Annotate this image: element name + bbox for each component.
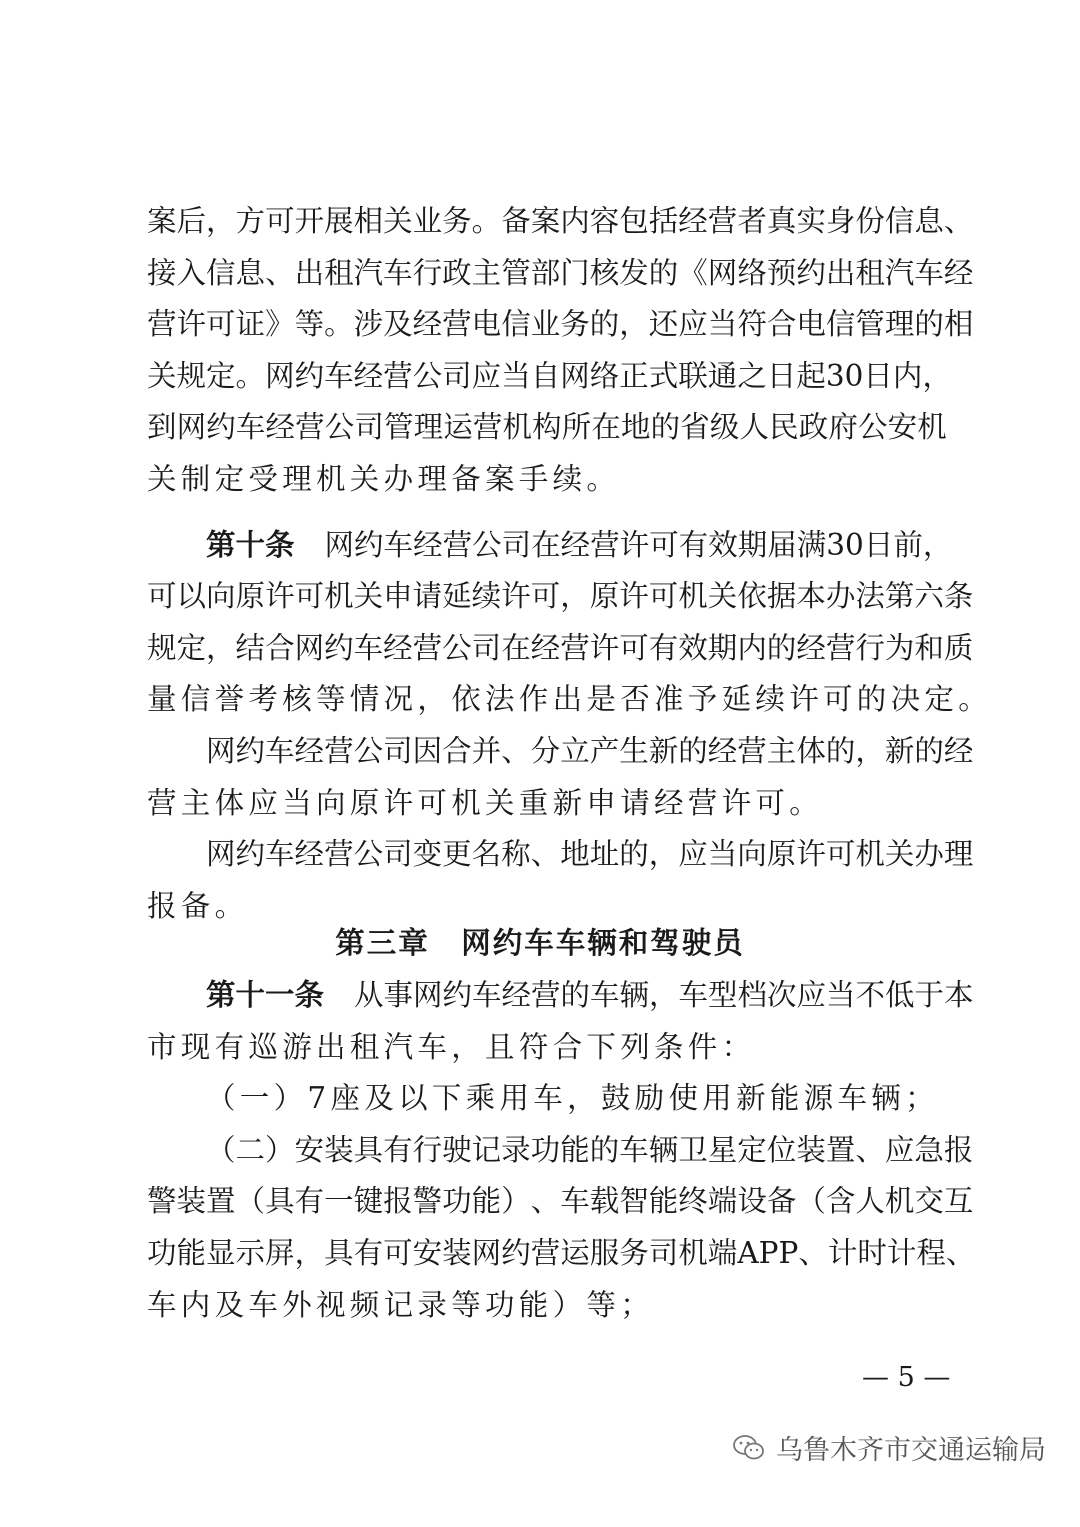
text-line: 网 约 车 经 营 公 司 因 合 并 、 分 立 产 生 新 的 经 营 主 体 的 ， 新 的 经 bbox=[206, 733, 974, 768]
text-line: （一）7座及以下乘用车，鼓励使用新能源车辆； bbox=[206, 1081, 939, 1116]
text-line: （ 二 ） 安 装 具 有 行 驶 记 录 功 能 的 车 辆 卫 星 定 位 装 置 、 应 急 报 bbox=[206, 1132, 974, 1167]
text-line: 规 定 ， 结 合 网 约 车 经 营 公 司 在 经 营 许 可 有 效 期 内 的 经 营 行 为 和 质 bbox=[147, 630, 974, 665]
page-number: — 5 — bbox=[862, 1362, 951, 1393]
text-line: 营主体应当向原许可机关重新申请经营许可。 bbox=[147, 785, 824, 820]
text-line: 关制定受理机关办理备案手续。 bbox=[147, 461, 621, 496]
text-line: 关 规 定 。 网 约 车 经 营 公 司 应 当 自 网 络 正 式 联 通 之 日 起 30 日 内 ， bbox=[147, 358, 952, 393]
chapter-heading: 第三章 网约车车辆和驾驶员 bbox=[335, 926, 745, 960]
text-line: 营 许 可 证 》 等 。 涉 及 经 营 电 信 业 务 的 ， 还 应 当 符 合 电 信 管 理 的 相 bbox=[147, 307, 974, 342]
watermark-text: 乌鲁木齐市交通运输局 bbox=[776, 1435, 1046, 1466]
text-line: 报备。 bbox=[147, 888, 249, 923]
body-text-2 bbox=[147, 970, 976, 1331]
article-11-line bbox=[147, 970, 974, 1022]
text-line: 量信誉考核等情况，依法作出是否准予延续许可的决定。 bbox=[147, 682, 993, 717]
body-text bbox=[147, 196, 993, 932]
article-11-label: 第十一条 bbox=[206, 978, 325, 1012]
wechat-icon bbox=[732, 1433, 766, 1463]
text-line: 车内及车外视频记录等功能）等； bbox=[147, 1287, 655, 1322]
article-10-label: 第十条 bbox=[206, 527, 295, 562]
text-line: 市现有巡游出租汽车，且符合下列条件： bbox=[147, 1029, 756, 1064]
text-line: 到 网 约 车 经 营 公 司 管 理 运 营 机 构 所 在 地 的 省 级 人 民 政 府 公 安 机 bbox=[147, 410, 947, 445]
text-line: 可 以 向 原 许 可 机 关 申 请 延 续 许 可 ， 原 许 可 机 关 依 据 本 办 法 第 六 条 bbox=[147, 579, 974, 614]
watermark bbox=[732, 1428, 1046, 1467]
article-10-text: 网 约 车 经 营 公 司 在 经 营 许 可 有 效 期 届 满 30 日 前 ， bbox=[324, 527, 953, 562]
text-line: 案 后 ， 方 可 开 展 相 关 业 务 。 备 案 内 容 包 括 经 营 者 真 实 身 份 信 息 、 bbox=[147, 204, 974, 238]
text-line: 警 装 置 （ 具 有 一 键 报 警 功 能 ） 、 车 载 智 能 终 端 设 备 （ 含 人 机 交 互 bbox=[147, 1184, 974, 1219]
text-line: 网 约 车 经 营 公 司 变 更 名 称 、 地 址 的 ， 应 当 向 原 许 可 机 关 办 理 bbox=[206, 837, 974, 872]
article-11-text: 从事网约车经营的车辆，车型档次应当不低于本 bbox=[354, 978, 974, 1012]
text-line: 功 能 显 示 屏 ， 具 有 可 安 装 网 约 营 运 服 务 司 机 端 APP 、 计 时 计 程 、 bbox=[147, 1235, 976, 1270]
text-line: 接 入 信 息 、 出 租 汽 车 行 政 主 管 部 门 核 发 的 《 网 络 预 约 出 租 汽 车 经 bbox=[147, 255, 974, 290]
article-10-line bbox=[147, 520, 953, 572]
